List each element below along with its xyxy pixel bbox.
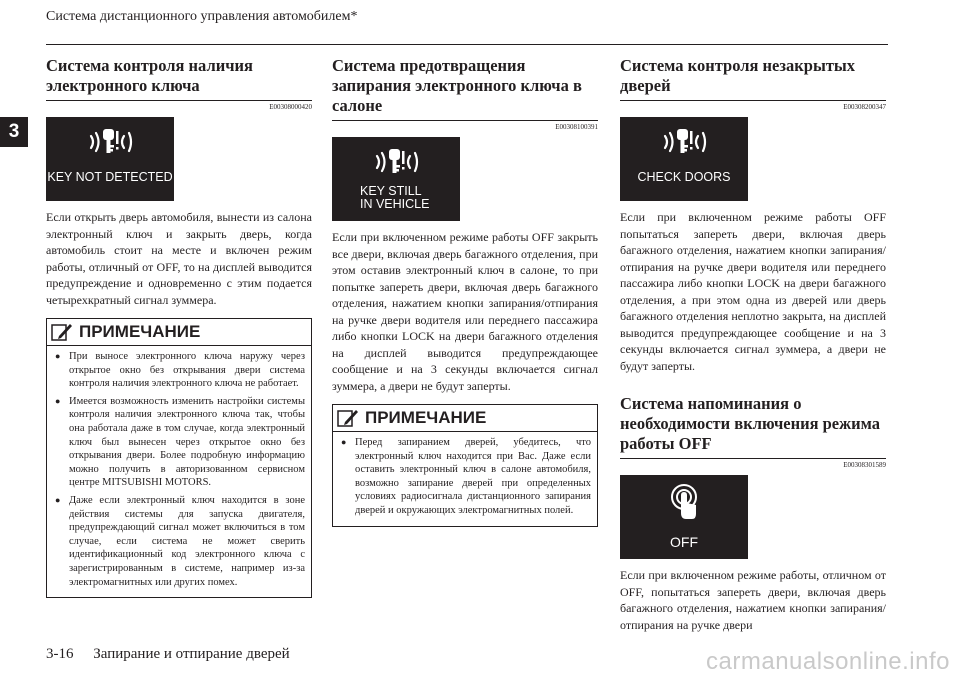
section-code: E00308100391 (332, 120, 598, 131)
section-body: Если при включенном режиме работы OFF закрыть все двери, включая дверь багажного отделения, при этом оставив электронный ключ в салоне, то при попытке запереть двери, включая дверь багажного отделения, нажатием кнопки запирания/отпирания на ручке двери водителя или переднего пассажира либо кнопки LOCK на двери багажного отделения на дисплей выводится предупреждающее сообщение и на 3 секунды включается сигнал зуммера, а двери не будут заперты. (332, 230, 598, 393)
footer-section: Запирание и отпирание дверей (93, 646, 290, 662)
section-heading: Система контроля наличия электронного ключа (46, 56, 253, 95)
display-key-still-in-vehicle (332, 137, 460, 221)
display-message-line1: KEY STILL (360, 184, 422, 198)
chapter-tab: 3 (0, 117, 28, 147)
watermark: carmanualsonline.info (706, 648, 950, 675)
section-code: E00308000420 (46, 100, 312, 111)
note-box (332, 404, 598, 527)
section-code: E00308200347 (620, 100, 886, 111)
key-warning-icon (661, 127, 707, 157)
key-warning-icon (373, 147, 419, 177)
section-code: E00308301589 (620, 458, 886, 469)
column-key-detection (46, 56, 312, 598)
note-pencil-icon (337, 408, 359, 428)
key-warning-icon (87, 127, 133, 157)
note-box (46, 318, 312, 598)
display-message: OFF (670, 534, 698, 550)
display-key-not-detected (46, 117, 174, 201)
note-item: ● Даже если электронный ключ находится в зоне действия системы для запуска двигателя, предупреждающий сигнал может включиться в том случае, если система не может сверить идентификационный код электронного ключа с зарегистрированным в системе, например из-за электромагнитных или других помех. (55, 494, 305, 589)
column-door-check (620, 56, 886, 633)
power-touch-icon (666, 483, 702, 523)
column-key-in-vehicle (332, 56, 598, 527)
display-message: CHECK DOORS (637, 170, 731, 184)
note-pencil-icon (51, 322, 73, 342)
display-message: KEY NOT DETECTED (47, 170, 173, 184)
section-body: Если при включенном режиме работы, отличном от OFF, попытаться запереть двери, включая дверь багажного отделения, нажатием кнопки запирания/отпирания на ручке двери (620, 568, 886, 632)
note-title: ПРИМЕЧАНИЕ (365, 408, 487, 427)
page-footer (46, 646, 306, 663)
header-rule (46, 44, 888, 45)
section-body: Если при включенном режиме работы OFF попытаться запереть двери, включая дверь багажного отделения, нажатием кнопки запирания/отпирания на ручке двери водителя или переднего пассажира либо кнопки LOCK на двери багажного отделения, а при этом одна из дверей или дверь багажного отделения неплотно закрыта, на дисплей выводится предупреждающее сообщение и на 3 секунды включается сигнал зуммера, а двери не будут заперты. (620, 210, 886, 373)
section-heading: Система напоминания о необходимости включения режима работы OFF (620, 394, 880, 453)
display-message (332, 185, 460, 211)
note-title: ПРИМЕЧАНИЕ (79, 322, 201, 341)
note-item: ● Перед запиранием дверей, убедитесь, что электронный ключ находится при Вас. Даже если оставить электронный ключ в салоне автомобиля, возможно запирание дверей при определенных условиях радиосигнала дистанционного запирания дверей и окружающих электромагнитных полей. (341, 436, 591, 518)
section-heading: Система контроля незакрытых дверей (620, 56, 856, 95)
display-check-doors (620, 117, 748, 201)
section-body: Если открыть дверь автомобиля, вынести из салона электронный ключ и закрыть дверь, когда автомобиль стоит на месте и включен режим работы, отличный от OFF, то на дисплей выводится предупреждение и одновременно с этим подается четырехкратный сигнал зуммера. (46, 210, 312, 307)
display-message-line2: IN VEHICLE (360, 197, 430, 211)
section-heading: Система предотвращения запирания электронного ключа в салоне (332, 56, 582, 115)
note-item: ● Имеется возможность изменить настройки системы контроля наличия электронного ключа так, чтобы она работала даже в том случае, когда электронный ключ был вынесен через открытое окно без открывания двери. Более подробную информацию можно получить в авторизованном сервисном центре MITSUBISHI MOTORS. (55, 395, 305, 490)
note-item: ● При выносе электронного ключа наружу через открытое окно без открывания двери система контроля наличия электронного ключа не работает. (55, 350, 305, 391)
display-off-reminder (620, 475, 748, 559)
page-number: 3-16 (46, 646, 74, 662)
page-header-title: Система дистанционного управления автомобилем* (46, 9, 358, 24)
